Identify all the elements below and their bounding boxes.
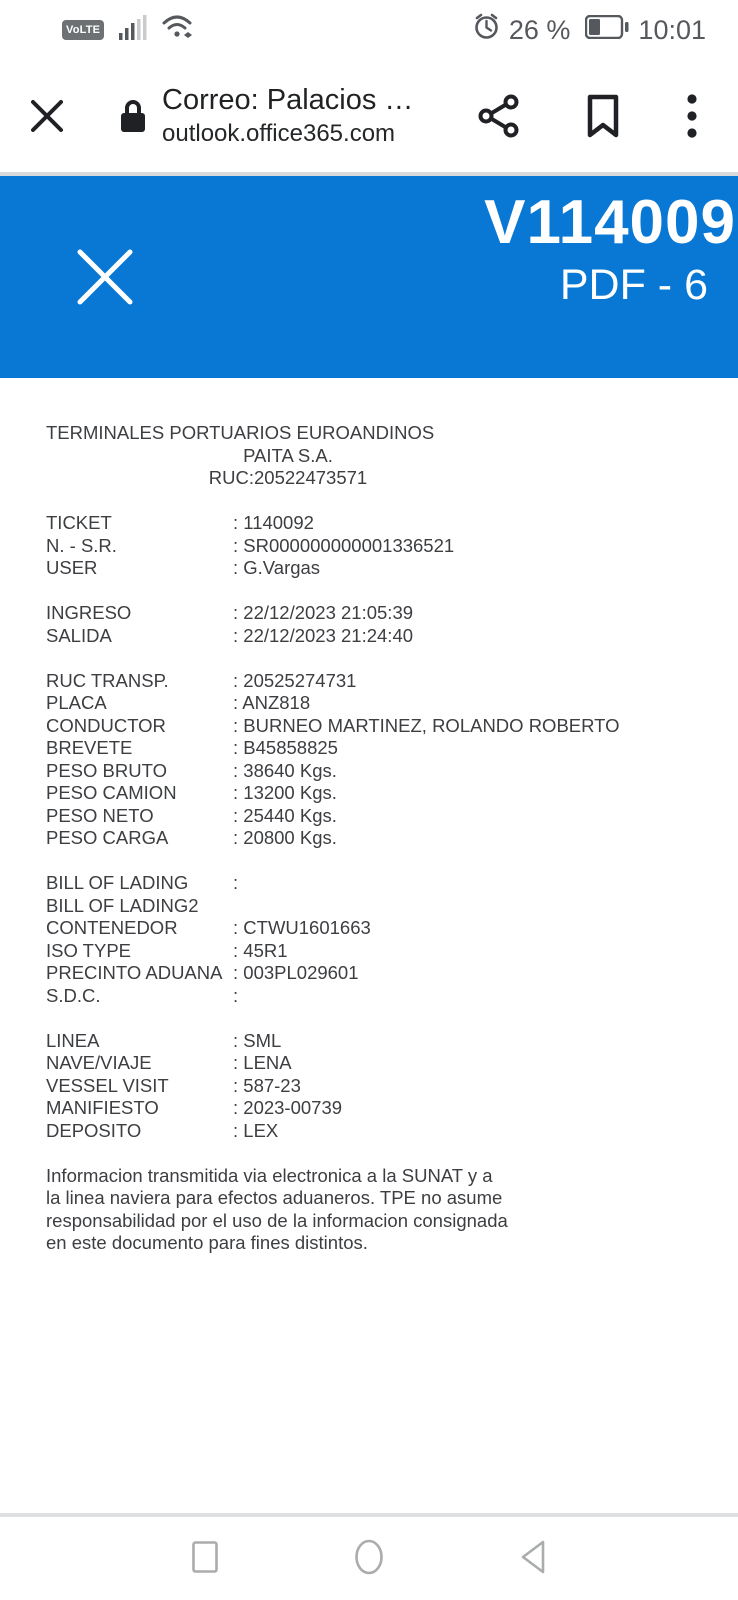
doc-row	[46, 940, 708, 963]
doc-row-value: : LEX	[233, 1119, 279, 1141]
doc-row-label: BREVETE	[46, 737, 133, 758]
share-icon[interactable]	[478, 94, 520, 138]
doc-row	[46, 602, 708, 625]
status-bar	[0, 0, 738, 60]
doc-row-label: MANIFIESTO	[46, 1097, 159, 1118]
doc-row-label: LINEA	[46, 1029, 100, 1051]
doc-row-value: : 20800 Kgs.	[233, 827, 337, 848]
lock-icon	[118, 98, 148, 134]
doc-row	[46, 895, 708, 918]
doc-row-label: PRECINTO ADUANA	[46, 962, 223, 983]
android-navigation-bar	[0, 1513, 738, 1600]
doc-row-label: RUC TRANSP.	[46, 669, 169, 691]
doc-row	[46, 557, 708, 580]
document-body	[46, 512, 708, 1142]
document-section	[46, 512, 708, 580]
doc-row-value: : 38640 Kgs.	[233, 759, 337, 781]
footer-note-line: la linea naviera para efectos aduaneros. TPE no asume	[46, 1187, 503, 1208]
bookmark-icon[interactable]	[586, 94, 620, 138]
alarm-icon	[473, 13, 500, 47]
doc-row	[46, 1052, 708, 1075]
doc-row	[46, 760, 708, 783]
doc-row-value: :	[233, 872, 239, 893]
org-ruc-line: RUC:20522473571	[208, 467, 368, 488]
doc-row	[46, 512, 708, 535]
document-section	[46, 602, 708, 647]
pdf-close-icon[interactable]	[74, 246, 136, 308]
page-title-block	[162, 84, 478, 148]
doc-row-value: : ANZ818	[233, 692, 311, 713]
home-circle-icon[interactable]	[354, 1539, 384, 1575]
document-section	[46, 872, 708, 1007]
doc-row-value: : 13200 Kgs.	[233, 782, 337, 803]
doc-row-value: : SML	[233, 1029, 282, 1051]
doc-row-label: ISO TYPE	[46, 939, 131, 961]
page-url[interactable]: outlook.office365.com	[162, 120, 396, 148]
doc-row-label: BILL OF LADING	[46, 872, 189, 893]
org-name-line: TERMINALES PORTUARIOS EUROANDINOS	[46, 422, 435, 443]
doc-row	[46, 827, 708, 850]
doc-row-label: PLACA	[46, 692, 107, 713]
doc-row-label: BILL OF LADING2	[46, 894, 199, 916]
doc-row-value: : 2023-00739	[233, 1097, 343, 1118]
doc-row-value: : G.Vargas	[233, 557, 321, 578]
doc-row-label: DEPOSITO	[46, 1119, 142, 1141]
doc-row	[46, 737, 708, 760]
close-icon[interactable]	[28, 97, 66, 135]
doc-row-value: : 1140092	[233, 512, 314, 533]
doc-row-label: VESSEL VISIT	[46, 1074, 169, 1096]
doc-row	[46, 625, 708, 648]
browser-header	[0, 60, 738, 172]
footer-note-line: en este documento para fines distintos.	[46, 1232, 368, 1253]
document-header	[46, 422, 530, 490]
volte-badge: VoLTE	[62, 20, 104, 40]
doc-row-value: : 22/12/2023 21:24:40	[233, 624, 414, 646]
document-section	[46, 1030, 708, 1143]
battery-icon	[585, 15, 629, 46]
doc-row	[46, 1097, 708, 1120]
battery-percent: 26 %	[508, 14, 571, 45]
doc-row-label: SALIDA	[46, 624, 112, 646]
doc-row	[46, 782, 708, 805]
doc-row	[46, 692, 708, 715]
doc-row	[46, 1030, 708, 1053]
wifi-icon	[162, 14, 196, 47]
doc-row	[46, 962, 708, 985]
doc-row-label: CONDUCTOR	[46, 714, 166, 736]
doc-row-value: : CTWU1601663	[233, 917, 371, 938]
doc-row-label: USER	[46, 557, 98, 578]
recents-square-icon[interactable]	[192, 1541, 218, 1573]
pdf-document-code: V114009	[484, 188, 736, 257]
doc-row	[46, 670, 708, 693]
doc-row-value: :	[233, 984, 239, 1006]
signal-strength-icon	[119, 15, 147, 46]
doc-row-label: S.D.C.	[46, 984, 101, 1006]
doc-row	[46, 1120, 708, 1143]
doc-row-label: PESO BRUTO	[46, 759, 167, 781]
doc-row-label: PESO CAMION	[46, 782, 177, 803]
doc-row-value: : 22/12/2023 21:05:39	[233, 602, 414, 623]
doc-row	[46, 1075, 708, 1098]
back-triangle-icon[interactable]	[520, 1539, 546, 1575]
doc-row-label: NAVE/VIAJE	[46, 1052, 152, 1073]
doc-row	[46, 872, 708, 895]
document-footer-note	[46, 1165, 546, 1255]
footer-note-line: Informacion transmitida via electronica a la SUNAT y a	[46, 1164, 493, 1186]
doc-row	[46, 985, 708, 1008]
pdf-page-label: PDF - 6	[559, 261, 708, 309]
page-title: Correo: Palacios …	[162, 84, 414, 117]
doc-row	[46, 917, 708, 940]
doc-row-value: : 25440 Kgs.	[233, 804, 337, 826]
pdf-document-content	[0, 378, 738, 1513]
overflow-menu-icon[interactable]	[686, 93, 698, 139]
doc-row-value: : 003PL029601	[233, 962, 359, 983]
doc-row	[46, 805, 708, 828]
doc-row-value: : 45R1	[233, 939, 288, 961]
pdf-viewer-banner	[0, 176, 738, 378]
doc-row-value: : BURNEO MARTINEZ, ROLANDO ROBERTO	[233, 714, 620, 736]
doc-row-label: N. - S.R.	[46, 534, 117, 556]
footer-note-line: responsabilidad por el uso de la informacion consignada	[46, 1209, 508, 1231]
doc-row-value: : LENA	[233, 1052, 292, 1073]
doc-row-label: INGRESO	[46, 602, 132, 623]
document-section	[46, 670, 708, 850]
clock-time: 10:01	[638, 14, 706, 45]
doc-row-label: PESO NETO	[46, 804, 154, 826]
doc-row-value: : B45858825	[233, 737, 338, 758]
doc-row	[46, 535, 708, 558]
doc-row	[46, 715, 708, 738]
doc-row-label: PESO CARGA	[46, 827, 169, 848]
doc-row-value: : SR000000000001336521	[233, 534, 455, 556]
doc-row-label: CONTENEDOR	[46, 917, 178, 938]
doc-row-value: : 20525274731	[233, 669, 357, 691]
org-name-line2: PAITA S.A.	[243, 444, 333, 466]
doc-row-label: TICKET	[46, 512, 112, 533]
doc-row-value: : 587-23	[233, 1074, 301, 1096]
